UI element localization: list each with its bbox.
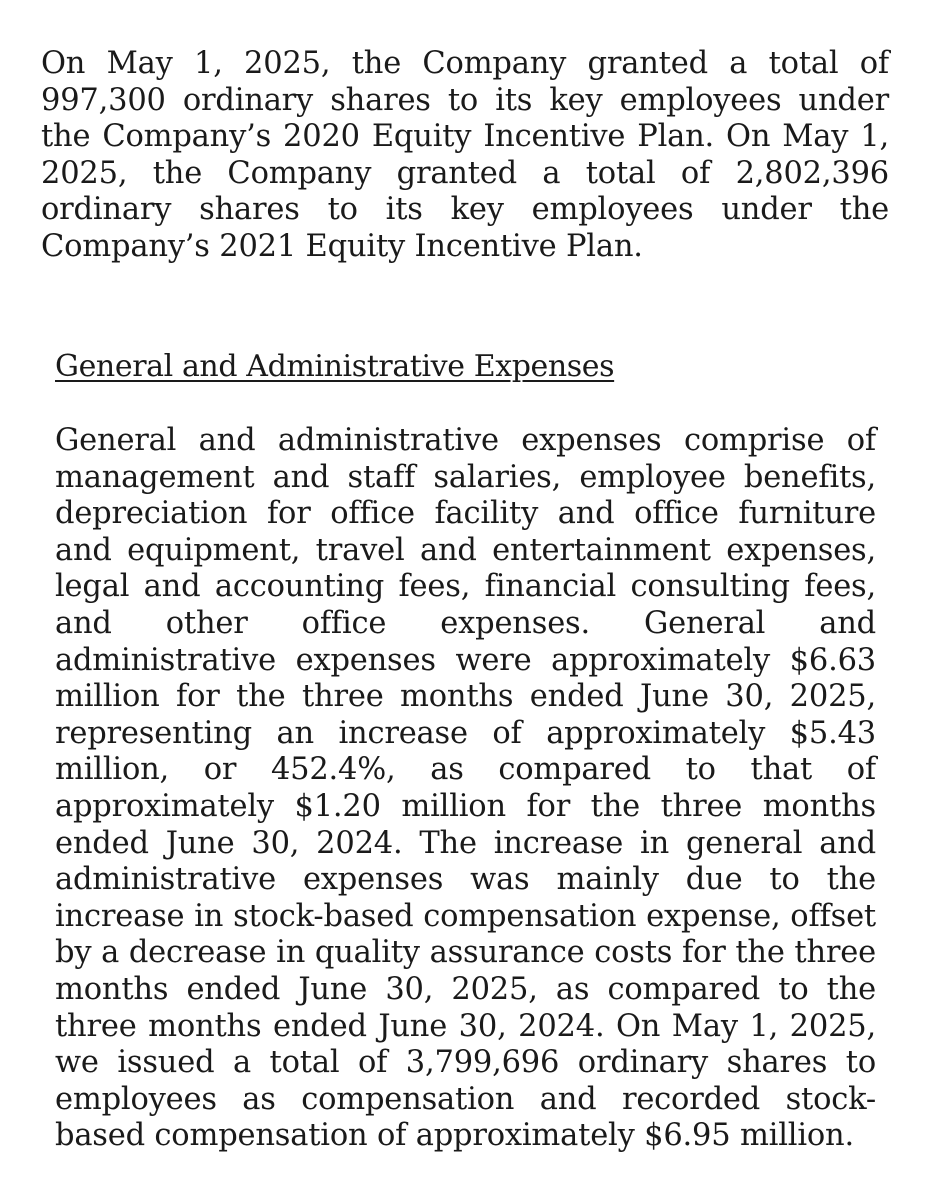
section-heading: General and Administrative Expenses: [55, 349, 615, 384]
share-grant-paragraph: On May 1, 2025, the Company granted a total of 997,300 ordinary shares to its key employees under the Company’s 2020 Equity Incentive Plan. On May 1, 2025, the Company granted a total of 2,802,396 ordinary shares to its key employees under the Company’s 2021 Equity Incentive Plan.: [41, 46, 889, 264]
ga-expenses-paragraph: General and administrative expenses comprise of management and staff salaries, employee benefits, depreciation for office facility and office furniture and equipment, travel and entertainment expenses, legal and accounting fees, financial consulting fees, and other office expenses. General and administrative expenses were approximately $6.63 million for the three months ended June 30, 2025, representing an increase of approximately $5.43 million, or 452.4%, as compared to that of approximately $1.20 million for the three months ended June 30, 2024. The increase in general and administrative expenses was mainly due to the increase in stock-based compensation expense, offset by a decrease in quality assurance costs for the three months ended June 30, 2025, as compared to the three months ended June 30, 2024. On May 1, 2025, we issued a total of 3,799,696 ordinary shares to employees as compensation and recorded stock-based compensation of approximately $6.95 million.: [55, 423, 876, 1154]
